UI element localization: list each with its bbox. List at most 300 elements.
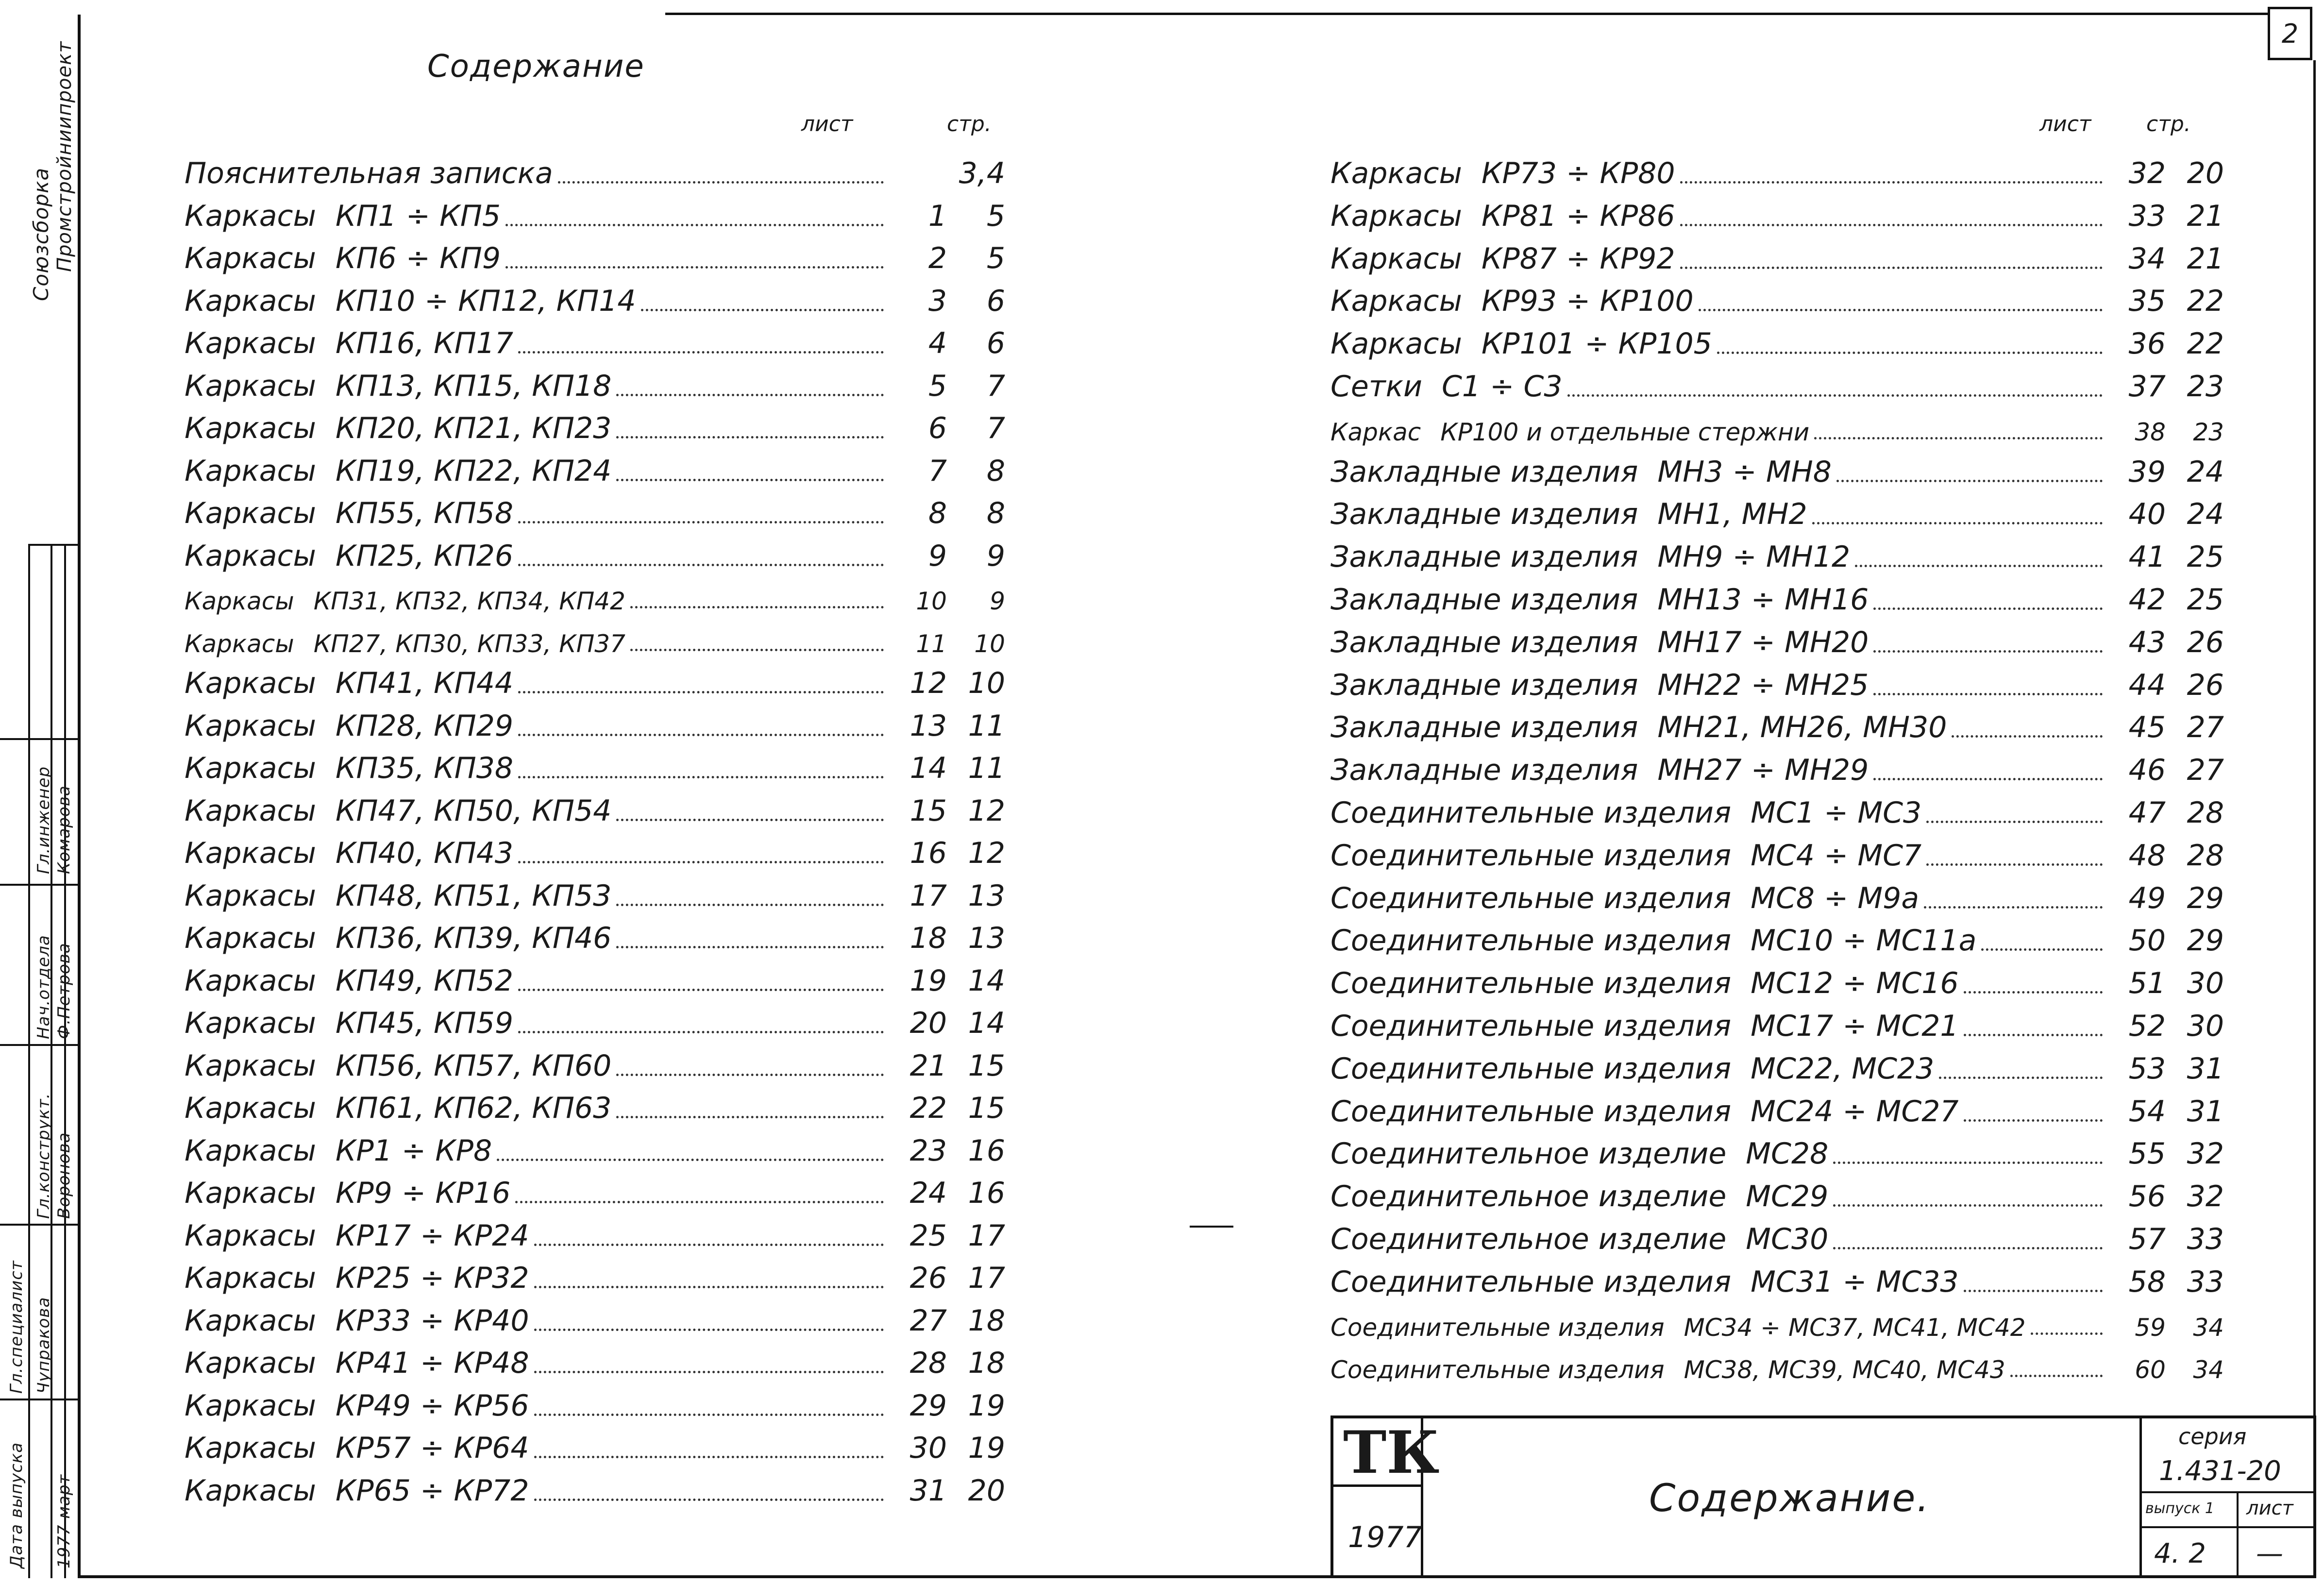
row-leader-dots <box>558 181 884 184</box>
row-kind: Каркасы <box>185 629 294 658</box>
contents-row <box>185 278 1005 318</box>
row-mark: КП48, КП51, КП53 <box>335 878 612 913</box>
row-kind: Каркасы <box>185 921 316 955</box>
stamp-vline-3 <box>64 544 66 1578</box>
row-kind: Каркасы <box>185 1218 316 1253</box>
row-mark: КП61, КП62, КП63 <box>335 1091 612 1125</box>
row-sheet-number: 48 <box>2128 838 2166 873</box>
title-block <box>1330 1415 2316 1578</box>
contents-row <box>185 448 1005 488</box>
row-sheet-number: 60 <box>2135 1356 2166 1384</box>
row-kind: Каркасы <box>185 1176 316 1210</box>
contents-row <box>1330 620 2224 659</box>
row-kind: Каркасы <box>185 708 316 743</box>
row-leader-dots <box>1964 991 2103 994</box>
row-kind: Каркасы <box>185 411 316 445</box>
contents-row <box>185 1468 1005 1508</box>
row-page-number: 25 <box>2187 583 2224 617</box>
row-mark: МС1 ÷ МС3 <box>1751 796 1922 830</box>
row-page-number: 22 <box>2187 284 2224 319</box>
row-leader-dots <box>1717 352 2103 354</box>
row-leader-dots <box>1873 650 2103 653</box>
row-page-number: 5 <box>986 199 1005 233</box>
row-kind: Каркасы <box>1330 327 1462 361</box>
contents-row <box>185 533 1005 573</box>
stamp-cell-5-date: 1977 март <box>54 1474 74 1568</box>
row-sheet-number: 16 <box>909 836 947 870</box>
row-kind: Каркасы <box>1330 284 1462 319</box>
contents-row <box>185 915 1005 955</box>
row-kind: Соединительные изделия <box>1330 838 1732 873</box>
row-sheet-number: 20 <box>909 1006 947 1040</box>
row-page-number: 12 <box>968 793 1005 828</box>
contents-row <box>185 490 1005 530</box>
row-kind: Каркасы <box>1330 156 1462 190</box>
row-sheet-number: 42 <box>2128 583 2166 617</box>
row-kind: Каркасы <box>185 963 316 998</box>
row-sheet-number: 46 <box>2128 753 2166 788</box>
row-page-number: 9 <box>990 587 1005 615</box>
row-kind: Каркасы <box>185 1133 316 1168</box>
row-mark: КР33 ÷ КР40 <box>335 1303 529 1338</box>
tb-logo: ТК <box>1343 1418 1440 1487</box>
row-sheet-number: 9 <box>928 539 947 573</box>
frame-left-line <box>78 15 81 1578</box>
row-sheet-number: 5 <box>928 369 947 403</box>
row-page-number: 10 <box>974 629 1005 658</box>
row-page-number: 31 <box>2187 1051 2224 1086</box>
row-page-number: 31 <box>2187 1094 2224 1129</box>
contents-row <box>1330 705 2224 744</box>
row-sheet-number: 27 <box>909 1303 947 1338</box>
contents-row <box>185 703 1005 743</box>
row-leader-dots <box>1952 735 2103 738</box>
contents-row <box>185 618 1005 658</box>
tb-issue-value: 4. 2 <box>2154 1538 2206 1569</box>
stamp-hline-4 <box>0 1044 78 1046</box>
row-sheet-number: 23 <box>909 1133 947 1168</box>
row-page-number: 16 <box>968 1133 1005 1168</box>
row-sheet-number: 22 <box>909 1091 947 1125</box>
contents-row <box>185 1213 1005 1253</box>
row-mark: КР25 ÷ КР32 <box>335 1261 529 1295</box>
stamp-cell-4-name: Чупракова <box>34 1297 53 1394</box>
row-leader-dots <box>630 649 884 651</box>
row-leader-dots <box>1855 565 2103 567</box>
row-leader-dots <box>534 1329 884 1331</box>
row-page-number: 32 <box>2187 1180 2224 1214</box>
row-sheet-number: 52 <box>2128 1009 2166 1043</box>
row-kind: Каркасы <box>185 1048 316 1083</box>
contents-row <box>1330 449 2224 489</box>
row-sheet-number: 50 <box>2128 924 2166 958</box>
row-page-number: 22 <box>2187 327 2224 361</box>
row-leader-dots <box>616 1116 884 1118</box>
contents-row <box>1330 491 2224 531</box>
row-kind: Закладные изделия <box>1330 625 1638 659</box>
row-kind: Каркас <box>1330 418 1421 446</box>
row-page-number: 15 <box>968 1091 1005 1125</box>
contents-row <box>1330 876 2224 915</box>
contents-row <box>1330 1046 2224 1086</box>
row-mark: МН3 ÷ МН8 <box>1657 455 1832 489</box>
row-leader-dots <box>616 819 884 821</box>
row-kind: Каркасы <box>185 1091 316 1125</box>
row-kind: Соединительные изделия <box>1330 1264 1732 1299</box>
row-leader-dots <box>1680 224 2103 226</box>
row-kind: Каркасы <box>185 199 316 233</box>
contents-row <box>1330 662 2224 702</box>
row-mark: КП36, КП39, КП46 <box>335 921 612 955</box>
row-leader-dots <box>534 1244 884 1246</box>
row-kind: Соединительные изделия <box>1330 1051 1732 1086</box>
row-kind: Закладные изделия <box>1330 753 1638 788</box>
row-sheet-number: 59 <box>2135 1313 2166 1342</box>
row-leader-dots <box>1833 1247 2103 1249</box>
row-mark: КП16, КП17 <box>335 326 514 360</box>
row-page-number: 13 <box>968 921 1005 955</box>
row-mark: МС10 ÷ МС11а <box>1751 924 1977 958</box>
row-sheet-number: 13 <box>909 708 947 743</box>
row-mark: МС22, МС23 <box>1751 1051 1935 1086</box>
row-kind: Каркасы <box>185 1303 316 1338</box>
row-sheet-number: 45 <box>2128 710 2166 745</box>
row-mark: КР65 ÷ КР72 <box>335 1473 529 1508</box>
row-kind: Закладные изделия <box>1330 583 1638 617</box>
row-sheet-number: 41 <box>2128 540 2166 574</box>
row-page-number: 16 <box>968 1176 1005 1210</box>
row-page-number: 23 <box>2187 370 2224 404</box>
row-leader-dots <box>1833 1162 2103 1164</box>
contents-row <box>1330 747 2224 787</box>
row-leader-dots <box>616 394 884 396</box>
row-page-number: 13 <box>968 878 1005 913</box>
row-mark: МС17 ÷ МС21 <box>1751 1009 1959 1043</box>
contents-row <box>185 830 1005 870</box>
row-leader-dots <box>505 224 884 226</box>
stamp-cell-3-role: Гл.конструкт. <box>34 1093 53 1219</box>
row-sheet-number: 8 <box>928 496 947 530</box>
row-leader-dots <box>1812 522 2103 524</box>
row-kind: Каркасы <box>185 1261 316 1295</box>
row-mark: МН13 ÷ МН16 <box>1657 583 1869 617</box>
row-mark: КР81 ÷ КР86 <box>1481 199 1675 233</box>
row-kind: Каркасы <box>185 241 316 275</box>
row-kind: Каркасы <box>185 284 316 318</box>
row-leader-dots <box>1680 267 2103 269</box>
row-kind: Каркасы <box>185 836 316 870</box>
row-mark: КР57 ÷ КР64 <box>335 1431 529 1465</box>
row-page-number: 23 <box>2193 418 2224 446</box>
contents-row <box>1330 1216 2224 1256</box>
row-leader-dots <box>515 1201 884 1203</box>
row-mark: МС30 <box>1746 1222 1829 1256</box>
row-leader-dots <box>518 564 884 566</box>
right-col-sheet-header: лист <box>2039 112 2091 136</box>
row-kind: Соединительные изделия <box>1330 1094 1732 1129</box>
contents-row <box>1330 1089 2224 1129</box>
row-mark: МН22 ÷ МН25 <box>1657 668 1869 702</box>
row-mark: МС28 <box>1746 1137 1829 1171</box>
row-page-number: 21 <box>2187 199 2224 233</box>
row-page-number: 14 <box>968 1006 1005 1040</box>
row-page-number: 6 <box>986 326 1005 360</box>
frame-top-line <box>665 13 2268 15</box>
row-sheet-number: 19 <box>909 963 947 998</box>
row-mark: КП55, КП58 <box>335 496 514 530</box>
contents-row <box>185 873 1005 913</box>
row-leader-dots <box>518 521 884 523</box>
row-sheet-number: 38 <box>2135 418 2166 446</box>
contents-row <box>185 1128 1005 1168</box>
row-kind: Каркасы <box>185 539 316 573</box>
tb-title: Содержание. <box>1649 1477 1931 1520</box>
vertical-stamp <box>0 0 78 1584</box>
contents-row <box>185 1255 1005 1295</box>
row-sheet-number: 10 <box>916 587 947 615</box>
row-page-number: 7 <box>986 369 1005 403</box>
row-leader-dots <box>518 351 884 354</box>
row-kind: Каркасы <box>185 1473 316 1508</box>
row-leader-dots <box>505 266 884 269</box>
row-sheet-number: 55 <box>2128 1137 2166 1171</box>
contents-row <box>1330 1302 2224 1342</box>
row-leader-dots <box>534 1371 884 1373</box>
row-sheet-number: 37 <box>2128 370 2166 404</box>
row-leader-dots <box>616 479 884 481</box>
row-page-number: 14 <box>968 963 1005 998</box>
row-page-number: 32 <box>2187 1137 2224 1171</box>
stamp-hline-3 <box>0 884 78 886</box>
row-page-number: 15 <box>968 1048 1005 1083</box>
contents-row <box>1330 1003 2224 1043</box>
row-mark: КР41 ÷ КР48 <box>335 1346 529 1380</box>
pen-mark <box>1190 1226 1233 1228</box>
row-page-number: 18 <box>968 1346 1005 1380</box>
contents-row <box>1330 364 2224 404</box>
contents-row <box>1330 1259 2224 1299</box>
contents-row <box>1330 534 2224 574</box>
row-mark: КП25, КП26 <box>335 539 514 573</box>
row-kind: Каркасы <box>185 1006 316 1040</box>
row-kind: Соединительные изделия <box>1330 1313 1665 1342</box>
row-kind: Каркасы <box>185 666 316 700</box>
row-mark: КП27, КП30, КП33, КП37 <box>313 629 625 658</box>
row-page-number: 27 <box>2187 710 2224 745</box>
row-sheet-number: 51 <box>2128 966 2166 1001</box>
row-mark: МН9 ÷ МН12 <box>1657 540 1851 574</box>
row-mark: КР93 ÷ КР100 <box>1481 284 1694 319</box>
row-sheet-number: 47 <box>2128 796 2166 830</box>
row-kind: Соединительные изделия <box>1330 1356 1665 1384</box>
contents-row <box>1330 151 2224 190</box>
row-mark: МН21, МН26, МН30 <box>1657 710 1947 745</box>
contents-row <box>185 320 1005 360</box>
row-leader-dots <box>1964 1290 2103 1292</box>
row-mark: МС8 ÷ М9а <box>1751 881 1920 915</box>
row-mark: КР100 и отдельные стержни <box>1440 418 1810 446</box>
row-mark: КП19, КП22, КП24 <box>335 454 612 488</box>
right-col-page-header: стр. <box>2146 112 2191 136</box>
row-page-number: 24 <box>2187 455 2224 489</box>
row-mark: КП47, КП50, КП54 <box>335 793 612 828</box>
row-page-number: 33 <box>2187 1222 2224 1256</box>
row-sheet-number: 12 <box>909 666 947 700</box>
row-page-number: 33 <box>2187 1264 2224 1299</box>
row-mark: КП20, КП21, КП23 <box>335 411 612 445</box>
stamp-cell-3-name: Воронова <box>54 1132 74 1219</box>
row-page-number: 18 <box>968 1303 1005 1338</box>
row-kind: Каркасы <box>185 1431 316 1465</box>
row-kind: Закладные изделия <box>1330 455 1638 489</box>
row-page-number: 12 <box>968 836 1005 870</box>
row-leader-dots <box>1699 309 2103 311</box>
tb-series-value: 1.431-20 <box>2159 1455 2281 1487</box>
contents-row <box>185 958 1005 998</box>
row-mark: КР87 ÷ КР92 <box>1481 241 1675 276</box>
row-kind: Соединительные изделия <box>1330 966 1732 1001</box>
contents-row <box>1330 236 2224 276</box>
tb-hline-series <box>2139 1491 2316 1493</box>
row-page-number: 3,4 <box>959 156 1005 190</box>
row-mark: МН27 ÷ МН29 <box>1657 753 1869 788</box>
row-mark: КП28, КП29 <box>335 708 514 743</box>
row-kind: Каркасы <box>185 1346 316 1380</box>
row-page-number: 25 <box>2187 540 2224 574</box>
row-mark: С1 ÷ С3 <box>1442 370 1563 404</box>
row-leader-dots <box>518 776 884 778</box>
row-sheet-number: 56 <box>2128 1180 2166 1214</box>
contents-row <box>185 363 1005 403</box>
contents-row <box>1330 918 2224 958</box>
stamp-cell-5-role: Дата выпуска <box>7 1442 26 1568</box>
row-leader-dots <box>2031 1332 2103 1335</box>
row-sheet-number: 26 <box>909 1261 947 1295</box>
row-leader-dots <box>1964 1119 2103 1122</box>
contents-row <box>185 405 1005 445</box>
row-sheet-number: 49 <box>2128 881 2166 915</box>
row-sheet-number: 11 <box>916 629 947 658</box>
stamp-cell-1-name: Комарова <box>54 785 74 874</box>
contents-row <box>185 575 1005 615</box>
tb-vline-series <box>2139 1415 2142 1578</box>
contents-row <box>185 1085 1005 1125</box>
row-page-number: 26 <box>2187 625 2224 659</box>
row-sheet-number: 39 <box>2128 455 2166 489</box>
row-leader-dots <box>518 989 884 991</box>
row-kind: Каркасы <box>185 751 316 785</box>
row-sheet-number: 53 <box>2128 1051 2166 1086</box>
row-page-number: 17 <box>968 1218 1005 1253</box>
row-mark: МС4 ÷ МС7 <box>1751 838 1922 873</box>
tb-vline-issue <box>2237 1491 2239 1578</box>
left-col-sheet-header: лист <box>801 112 853 136</box>
stamp-cell-2-role: Нач.отдела <box>34 935 53 1039</box>
row-page-number: 34 <box>2193 1313 2224 1342</box>
row-kind: Соединительные изделия <box>1330 1009 1732 1043</box>
row-mark: КР9 ÷ КР16 <box>335 1176 511 1210</box>
row-mark: КП31, КП32, КП34, КП42 <box>313 587 625 615</box>
row-mark: МС24 ÷ МС27 <box>1751 1094 1959 1129</box>
row-leader-dots <box>497 1159 884 1161</box>
row-sheet-number: 43 <box>2128 625 2166 659</box>
row-sheet-number: 58 <box>2128 1264 2166 1299</box>
row-sheet-number: 34 <box>2128 241 2166 276</box>
row-leader-dots <box>1939 1077 2103 1079</box>
contents-row <box>1330 577 2224 617</box>
row-kind: Каркасы <box>185 587 294 615</box>
row-mark: МН17 ÷ МН20 <box>1657 625 1869 659</box>
row-leader-dots <box>1926 821 2103 823</box>
row-mark: КП35, КП38 <box>335 751 514 785</box>
contents-row <box>185 660 1005 700</box>
row-page-number: 24 <box>2187 497 2224 532</box>
row-page-number: 7 <box>986 411 1005 445</box>
row-page-number: 30 <box>2187 1009 2224 1043</box>
tb-issue-label: выпуск 1 <box>2145 1500 2214 1517</box>
stamp-hline-5 <box>0 1224 78 1226</box>
row-page-number: 5 <box>986 241 1005 275</box>
row-mark: КР101 ÷ КР105 <box>1481 327 1712 361</box>
row-mark: КР1 ÷ КР8 <box>335 1133 492 1168</box>
row-kind: Закладные изделия <box>1330 668 1638 702</box>
row-page-number: 11 <box>968 751 1005 785</box>
row-leader-dots <box>518 1031 884 1033</box>
row-kind: Соединительные изделия <box>1330 924 1732 958</box>
row-page-number: 29 <box>2187 924 2224 958</box>
contents-row <box>1330 406 2224 446</box>
row-sheet-number: 6 <box>928 411 947 445</box>
contents-row <box>1330 961 2224 1000</box>
row-leader-dots <box>616 1074 884 1076</box>
row-kind: Каркасы <box>185 369 316 403</box>
row-leader-dots <box>1873 778 2103 780</box>
tb-sheet-label: лист <box>2246 1497 2293 1519</box>
row-mark: КП56, КП57, КП60 <box>335 1048 612 1083</box>
row-sheet-number: 29 <box>909 1388 947 1423</box>
row-kind: Каркасы <box>185 326 316 360</box>
row-leader-dots <box>616 436 884 438</box>
row-sheet-number: 7 <box>928 454 947 488</box>
row-kind: Соединительные изделия <box>1330 796 1732 830</box>
row-kind: Соединительные изделия <box>1330 881 1732 915</box>
row-mark: КП40, КП43 <box>335 836 514 870</box>
row-leader-dots <box>1814 437 2103 439</box>
row-mark: КП13, КП15, КП18 <box>335 369 612 403</box>
frame-right-line <box>2313 60 2316 1578</box>
row-page-number: 9 <box>986 539 1005 573</box>
row-sheet-number: 35 <box>2128 284 2166 319</box>
tb-series-label: серия <box>2178 1423 2247 1449</box>
row-sheet-number: 3 <box>928 284 947 318</box>
row-mark: МН1, МН2 <box>1657 497 1807 532</box>
tb-hline-issue <box>2139 1526 2316 1528</box>
row-page-number: 11 <box>968 708 1005 743</box>
row-sheet-number: 28 <box>909 1346 947 1380</box>
stamp-vline-2 <box>51 544 52 1578</box>
row-leader-dots <box>518 734 884 736</box>
row-kind: Соединительное изделие <box>1330 1222 1727 1256</box>
row-leader-dots <box>630 606 884 608</box>
row-kind: Каркасы <box>185 454 316 488</box>
row-sheet-number: 14 <box>909 751 947 785</box>
row-leader-dots <box>1926 863 2103 866</box>
row-leader-dots <box>534 1414 884 1416</box>
row-sheet-number: 17 <box>909 878 947 913</box>
row-leader-dots <box>1836 480 2103 482</box>
row-mark: КП10 ÷ КП12, КП14 <box>335 284 636 318</box>
row-kind: Каркасы <box>1330 199 1462 233</box>
